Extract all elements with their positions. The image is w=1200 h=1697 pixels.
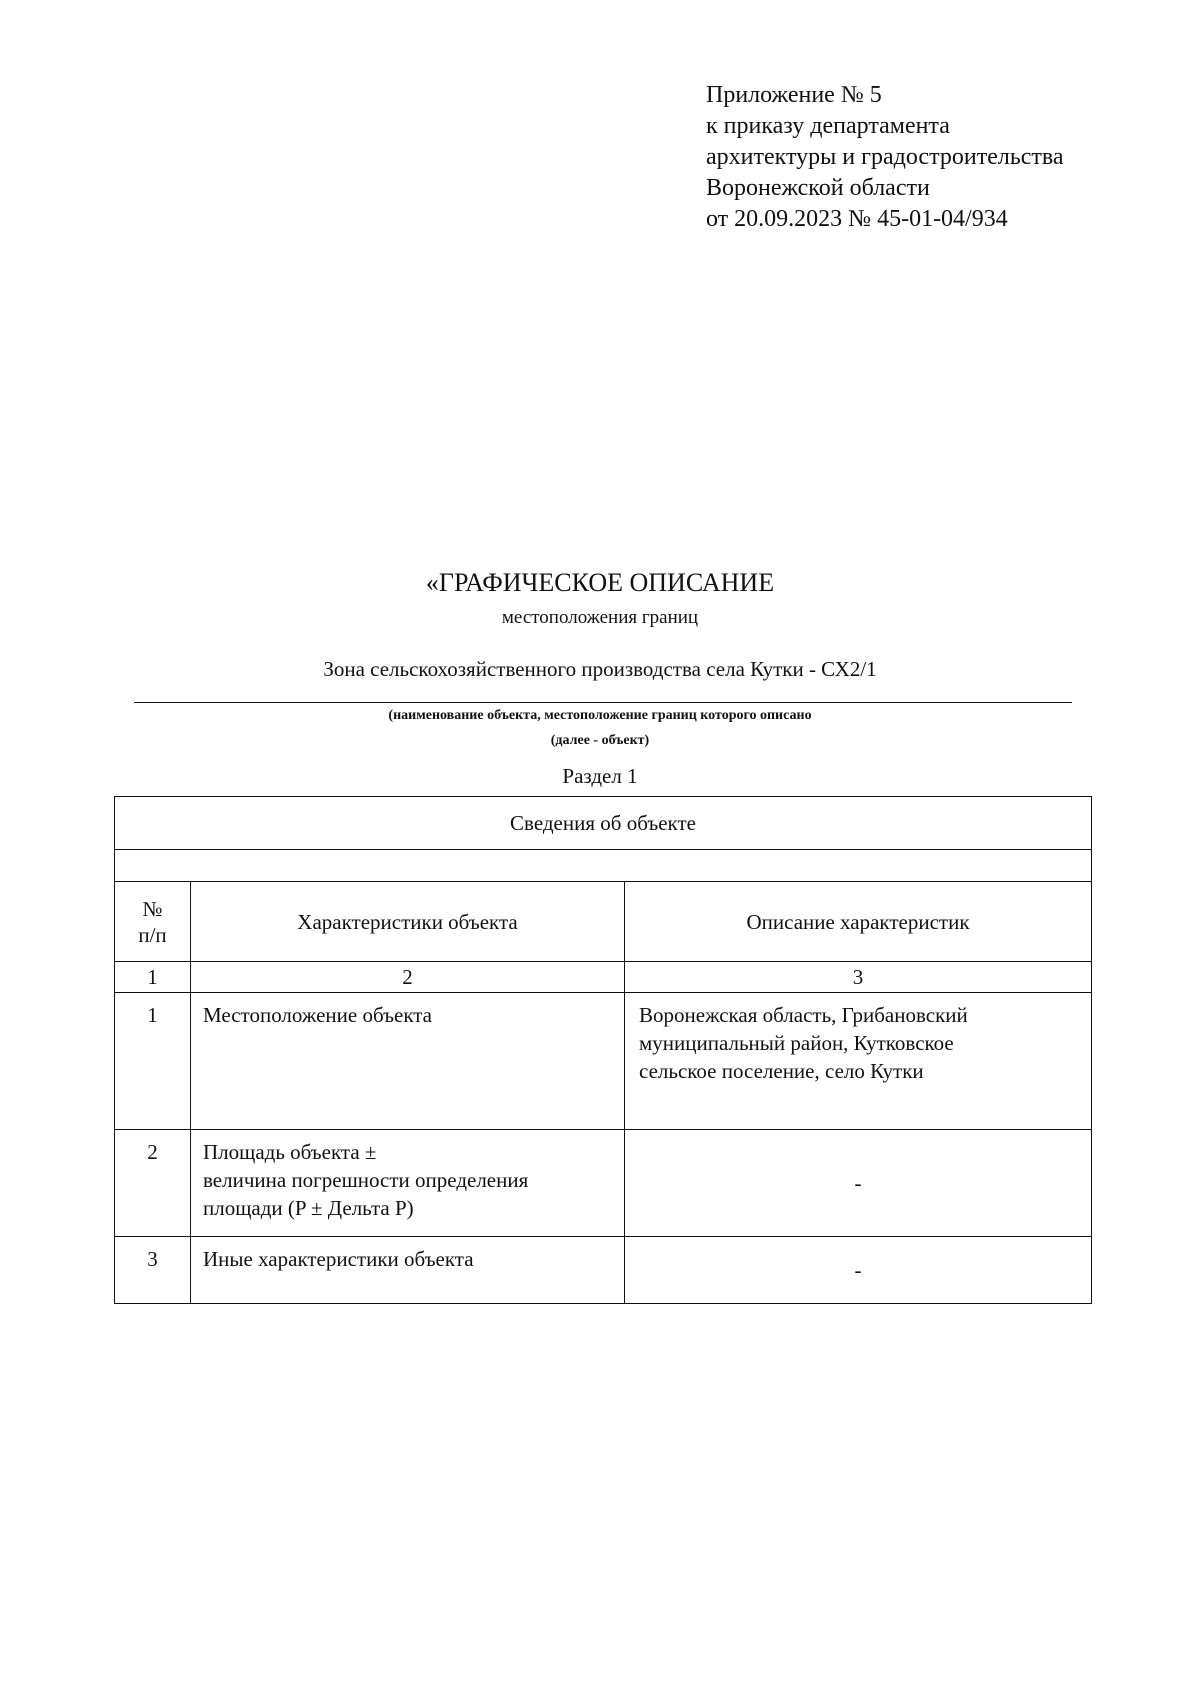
row-characteristic-line: Местоположение объекта bbox=[203, 1003, 433, 1027]
row-characteristic bbox=[191, 1237, 625, 1304]
table-column-header-row bbox=[115, 882, 1092, 962]
object-name-caption-continued: (далее - объект) bbox=[550, 733, 650, 748]
appendix-line: Приложение № 5 bbox=[706, 82, 882, 108]
column-header-num-line: п/п bbox=[138, 922, 167, 947]
column-header-characteristics: Характеристики объекта bbox=[191, 882, 625, 962]
row-number: 2 bbox=[115, 1130, 191, 1237]
appendix-line: от 20.09.2023 № 45-01-04/934 bbox=[706, 206, 1008, 232]
column-number: 1 bbox=[115, 962, 191, 993]
column-number: 3 bbox=[625, 962, 1092, 993]
column-header-num bbox=[115, 882, 191, 962]
appendix-line: архитектуры и градостроительства bbox=[706, 144, 1064, 170]
row-characteristic-line: Площадь объекта ± bbox=[203, 1140, 377, 1164]
appendix-line: Воронежской области bbox=[706, 175, 930, 201]
row-description-line: муниципальный район, Кутковское bbox=[639, 1031, 954, 1055]
document-title: «ГРАФИЧЕСКОЕ ОПИСАНИЕ bbox=[425, 568, 775, 597]
row-characteristic bbox=[191, 1130, 625, 1237]
row-characteristic bbox=[191, 993, 625, 1130]
row-description: - bbox=[625, 1130, 1092, 1237]
table-column-number-row bbox=[115, 962, 1092, 993]
table-empty-cell bbox=[115, 850, 1092, 882]
table-header: Сведения об объекте bbox=[115, 797, 1092, 850]
row-characteristic-line: величина погрешности определения bbox=[203, 1168, 529, 1192]
object-name-underline bbox=[134, 702, 1072, 703]
document-subtitle: местоположения границ bbox=[501, 607, 699, 628]
appendix-block bbox=[706, 80, 1064, 235]
table-header-row bbox=[115, 797, 1092, 850]
column-header-description: Описание характеристик bbox=[625, 882, 1092, 962]
row-number: 3 bbox=[115, 1237, 191, 1304]
appendix-line: к приказу департамента bbox=[706, 113, 950, 139]
row-number: 1 bbox=[115, 993, 191, 1130]
row-characteristic-line: Иные характеристики объекта bbox=[203, 1247, 474, 1271]
column-header-num-line: № bbox=[142, 896, 163, 921]
section-heading: Раздел 1 bbox=[562, 764, 638, 788]
object-name-caption: (наименование объекта, местоположение границ которого описано bbox=[388, 708, 812, 723]
column-number: 2 bbox=[191, 962, 625, 993]
table-row bbox=[115, 1237, 1092, 1304]
table-row bbox=[115, 1130, 1092, 1237]
row-description: - bbox=[625, 1237, 1092, 1304]
object-info-table bbox=[114, 796, 1092, 1304]
row-description-line: Воронежская область, Грибановский bbox=[639, 1003, 968, 1027]
object-name: Зона сельскохозяйственного производства села Кутки - СХ2/1 bbox=[323, 657, 877, 681]
table-empty-row bbox=[115, 850, 1092, 882]
row-characteristic-line: площади (P ± Дельта P) bbox=[203, 1196, 414, 1220]
row-description bbox=[625, 993, 1092, 1130]
table-row bbox=[115, 993, 1092, 1130]
row-description-line: сельское поселение, село Кутки bbox=[639, 1059, 924, 1083]
